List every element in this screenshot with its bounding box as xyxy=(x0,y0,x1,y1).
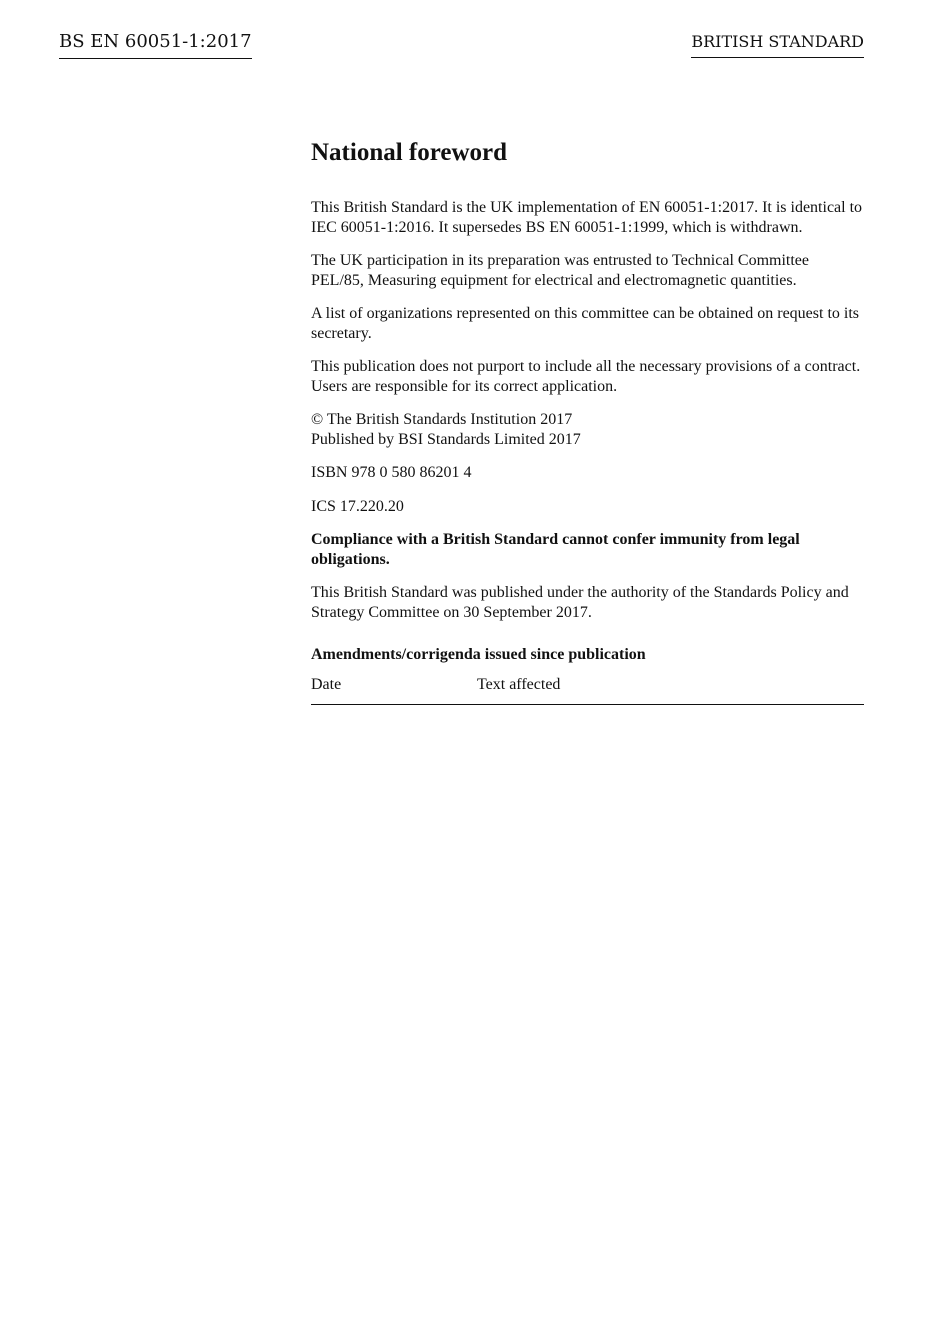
foreword-content xyxy=(311,138,864,705)
paragraph-participation: The UK participation in its preparation was entrusted to Technical Committee PEL/85, Measuring equipment for electrical and electromagnetic quantities. xyxy=(311,252,809,289)
amendments-column-date: Date xyxy=(311,675,342,693)
copyright-block xyxy=(311,410,864,449)
ics: ICS 17.220.20 xyxy=(311,497,404,515)
paragraph-organizations: A list of organizations represented on this committee can be obtained on request to its secretary. xyxy=(311,305,860,342)
amendments-heading: Amendments/corrigenda issued since publication xyxy=(311,646,646,663)
paragraph-provisions: This publication does not purport to include all the necessary provisions of a contract. Users are responsible for its correct application. xyxy=(311,358,861,395)
amendments-table xyxy=(311,675,864,706)
isbn: ISBN 978 0 580 86201 4 xyxy=(311,464,472,481)
publisher-line: Published by BSI Standards Limited 2017 xyxy=(311,430,581,448)
page-title: National foreword xyxy=(311,139,508,166)
compliance-notice: Compliance with a British Standard cannot confer immunity from legal obligations. xyxy=(311,531,800,568)
copyright-line: © The British Standards Institution 2017 xyxy=(311,411,573,428)
authority-statement: This British Standard was published under the authority of the Standards Policy and Strategy Committee on 30 September 2017. xyxy=(311,584,849,621)
paragraph-implementation: This British Standard is the UK implementation of EN 60051-1:2017. It is identical to IEC 60051-1:2016. It supersedes BS EN 60051-1:1999, which is withdrawn. xyxy=(311,199,863,236)
header-british-standard: BRITISH STANDARD xyxy=(691,32,864,58)
header-standard-number: BS EN 60051-1:2017 xyxy=(59,31,252,59)
amendments-column-text-affected: Text affected xyxy=(477,675,561,693)
